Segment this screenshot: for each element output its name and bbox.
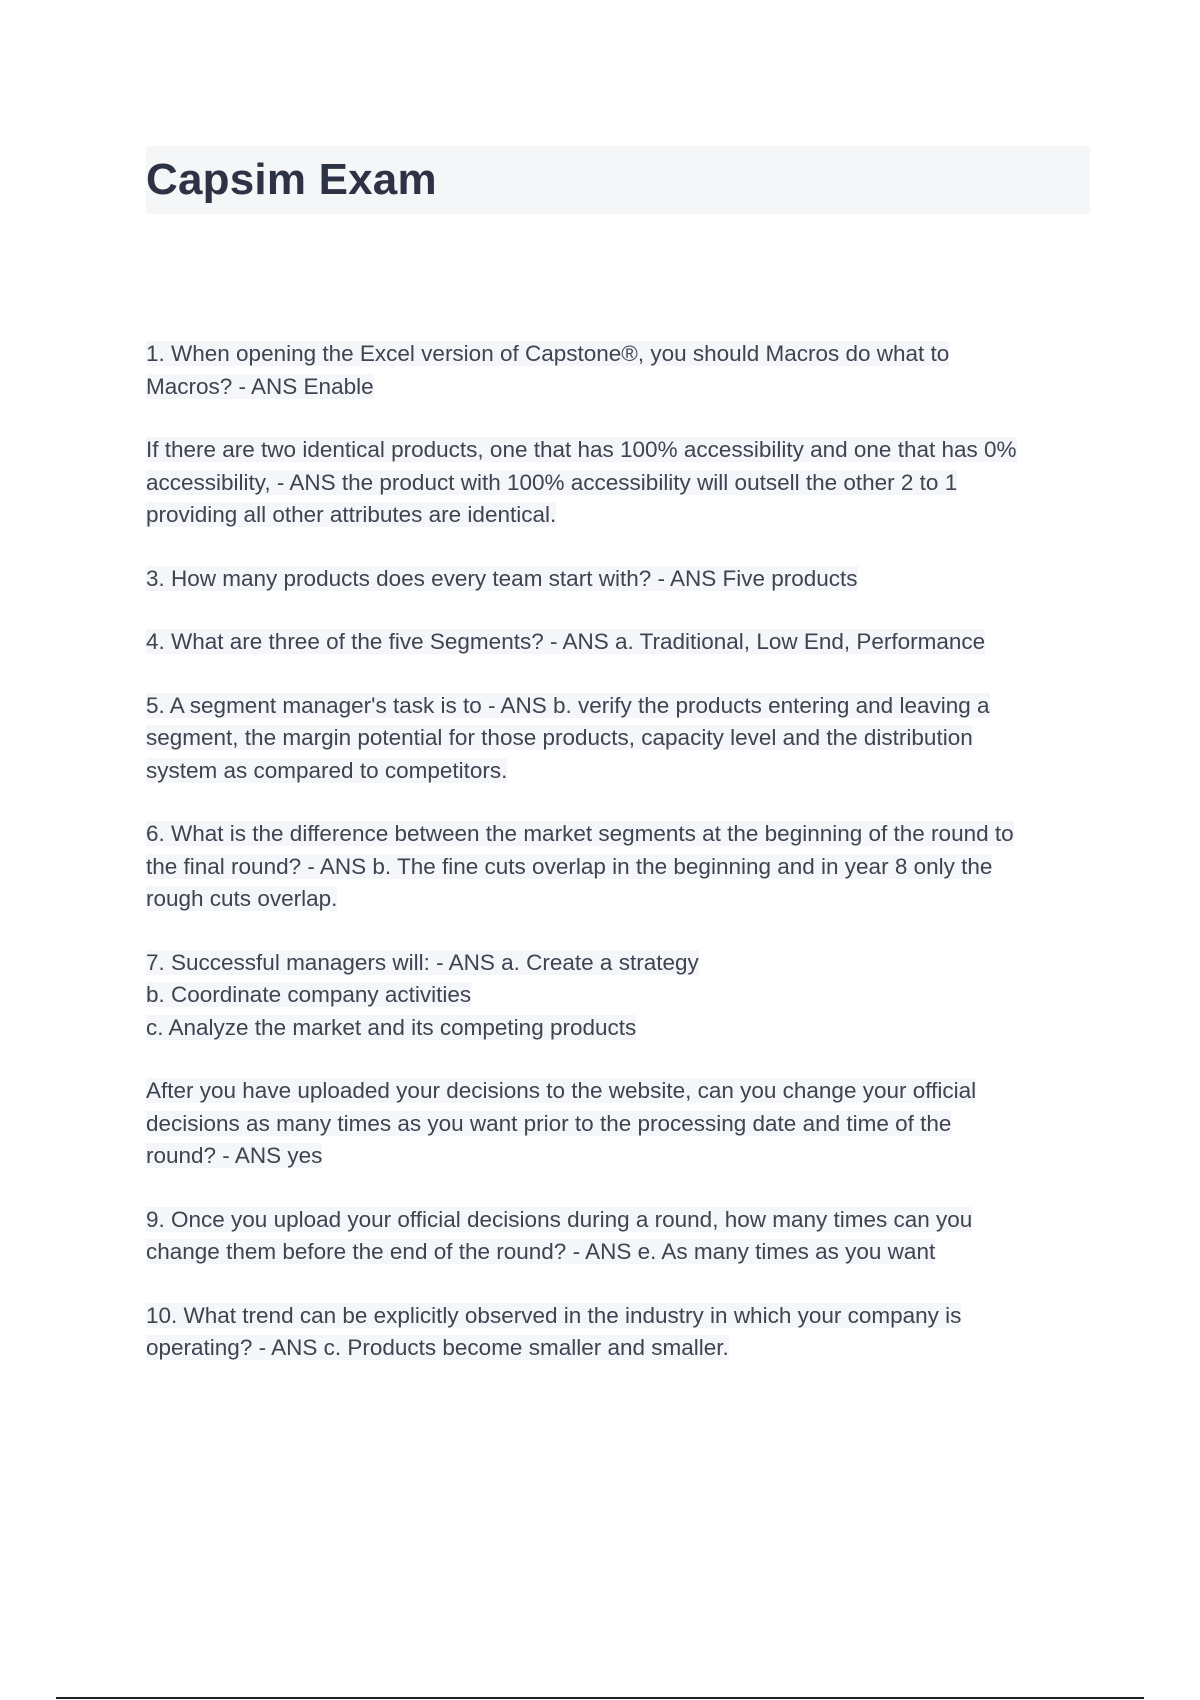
qa-line: Macros? - ANS Enable <box>146 373 374 399</box>
qa-line: operating? - ANS c. Products become smaller and smaller. <box>146 1335 729 1360</box>
qa-line: After you have uploaded your decisions to the website, can you change your official <box>146 1078 977 1103</box>
qa-item <box>146 434 1090 532</box>
qa-line: 6. What is the difference between the market segments at the beginning of the round to <box>146 821 1014 846</box>
qa-line: 10. What trend can be explicitly observed in the industry in which your company is <box>146 1302 962 1328</box>
question-list <box>146 338 1090 1396</box>
qa-line: 3. How many products does every team start with? - ANS Five products <box>146 565 858 591</box>
qa-line: system as compared to competitors. <box>146 757 508 783</box>
page-title: Capsim Exam <box>146 155 437 204</box>
qa-line: 1. When opening the Excel version of Capstone®, you should Macros do what to <box>146 341 950 366</box>
qa-line: 7. Successful managers will: - ANS a. Create a strategy <box>146 949 699 975</box>
qa-line: providing all other attributes are identical. <box>146 502 557 527</box>
qa-line: round? - ANS yes <box>146 1143 323 1168</box>
qa-item <box>146 1300 1090 1365</box>
qa-line: 9. Once you upload your official decisions during a round, how many times can you <box>146 1206 973 1232</box>
qa-line: 4. What are three of the five Segments? - ANS a. Traditional, Low End, Performance <box>146 629 986 654</box>
qa-line: change them before the end of the round? - ANS e. As many times as you want <box>146 1239 936 1264</box>
qa-item <box>146 1204 1090 1269</box>
qa-item <box>146 947 1090 1045</box>
qa-item <box>146 626 1090 659</box>
qa-line: the final round? - ANS b. The fine cuts overlap in the beginning and in year 8 only the <box>146 853 993 879</box>
qa-line: If there are two identical products, one that has 100% accessibility and one that has 0% <box>146 437 1017 462</box>
qa-item <box>146 818 1090 916</box>
qa-item <box>146 690 1090 788</box>
qa-line: c. Analyze the market and its competing products <box>146 1014 637 1040</box>
qa-line: 5. A segment manager's task is to - ANS b. verify the products entering and leaving a <box>146 692 990 718</box>
qa-line: accessibility, - ANS the product with 100% accessibility will outsell the other 2 to 1 <box>146 469 958 495</box>
qa-item <box>146 338 1090 403</box>
footer-divider <box>56 1697 1144 1699</box>
qa-line: decisions as many times as you want prior to the processing date and time of the <box>146 1110 952 1136</box>
qa-line: b. Coordinate company activities <box>146 982 472 1007</box>
qa-item <box>146 563 1090 596</box>
qa-item <box>146 1075 1090 1173</box>
qa-line: segment, the margin potential for those products, capacity level and the distribution <box>146 725 973 750</box>
title-banner <box>146 146 1090 214</box>
qa-line: rough cuts overlap. <box>146 886 338 911</box>
